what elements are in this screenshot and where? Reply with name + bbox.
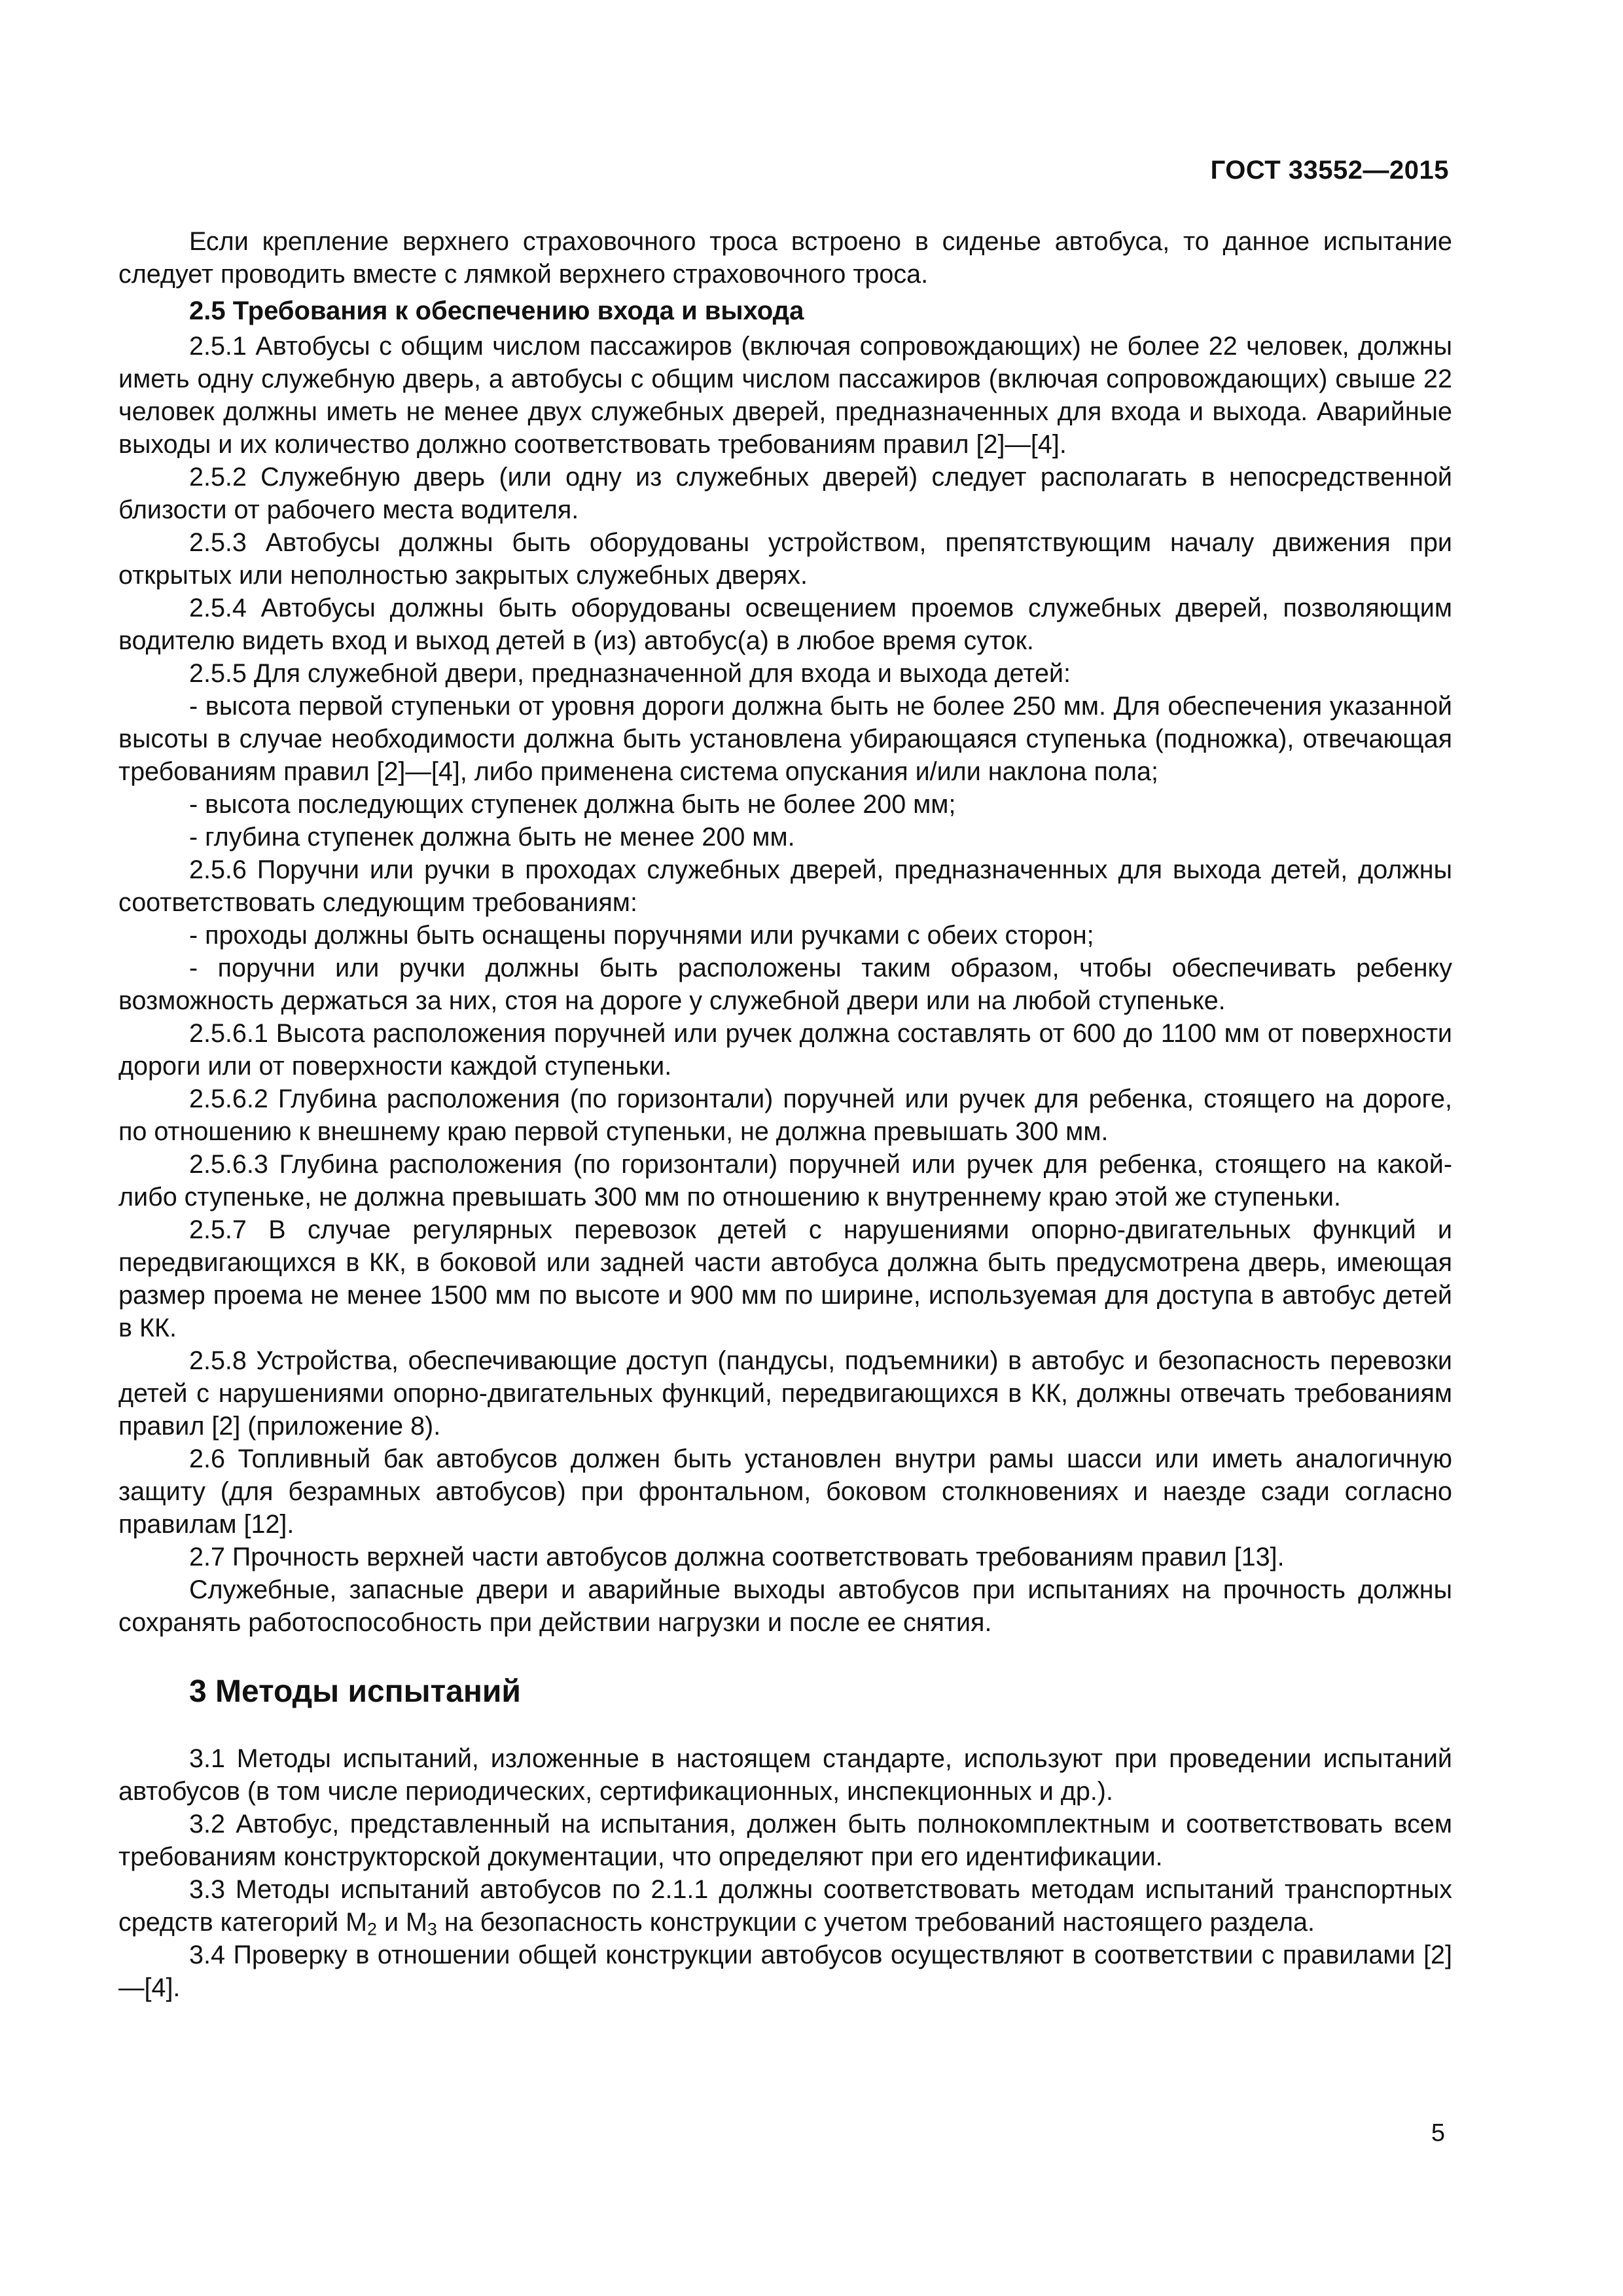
paragraph: 3.1 Методы испытаний, изложенные в настоящем стандарте, используют при проведении испытаний автобусов (в том числе периодических, сертификационных, инспекционных и др.).	[118, 1744, 1452, 1806]
text-run: 3.3 Методы испытаний автобусов по 2.1.1 должны соответствовать методам испытаний транспортных средств категорий М	[118, 1875, 1452, 1937]
page-number: 5	[1431, 2119, 1445, 2147]
paragraph: 2.5.6.2 Глубина расположения (по горизонтали) поручней или ручек для ребенка, стоящего на дороге, по отношению к внешнему краю первой ступеньки, не должна превышать 300 мм.	[118, 1085, 1452, 1146]
text-run: на безопасность конструкции с учетом требований настоящего раздела.	[437, 1908, 1315, 1937]
section-heading: 3 Методы испытаний	[189, 1674, 521, 1709]
paragraph: 2.5.6 Поручни или ручки в проходах служебных дверей, предназначенных для выхода детей, должны соответствовать следующим требованиям:	[118, 855, 1452, 917]
paragraph: 2.5.6.3 Глубина расположения (по горизонтали) поручней или ручек для ребенка, стоящего на какой-либо ступеньке, не должна превышать 300 мм по отношению к внутреннему краю этой же ступеньки.	[118, 1150, 1452, 1211]
paragraph-with-subscripts	[118, 1873, 1452, 1939]
paragraph: Служебные, запасные двери и аварийные выходы автобусов при испытаниях на прочность должны сохранять работоспособность при действии нагрузки и после ее снятия.	[118, 1575, 1452, 1637]
paragraph: 2.5.8 Устройства, обеспечивающие доступ (пандусы, подъемники) в автобус и безопасность перевозки детей с нарушениями опорно-двигательных функций, передвигающихся в КК, должны отвечать требованиям правил [2] (приложение 8).	[118, 1346, 1452, 1441]
list-item: - высота первой ступеньки от уровня дороги должна быть не более 250 мм. Для обеспечения указанной высоты в случае необходимости должна быть установлена убирающаяся ступенька (подножка), отвечающая требованиям правил [2]—[4], либо применена система опускания и/или наклона пола;	[118, 692, 1452, 786]
subscript: 3	[427, 1919, 437, 1939]
paragraph: 2.5.4 Автобусы должны быть оборудованы освещением проемов служебных дверей, позволяющим водителю видеть вход и выход детей в (из) автобус(а) в любое время суток.	[118, 594, 1452, 655]
paragraph: 2.5.5 Для служебной двери, предназначенной для входа и выхода детей:	[189, 659, 1071, 688]
paragraph: 2.5.3 Автобусы должны быть оборудованы устройством, препятствующим началу движения при открытых или неполностью закрытых служебных дверях.	[118, 528, 1452, 590]
paragraph: 3.2 Автобус, представленный на испытания, должен быть полнокомплектным и соответствовать всем требованиям конструкторской документации, что определяют при его идентификации.	[118, 1810, 1452, 1871]
list-item: - глубина ступенек должна быть не менее 200 мм.	[189, 823, 795, 852]
subscript: 2	[367, 1919, 377, 1939]
paragraph: 2.6 Топливный бак автобусов должен быть установлен внутри рамы шасси или иметь аналогичную защиту (для безрамных автобусов) при фронтальном, боковом столкновениях и наезде сзади согласно правилам [12].	[118, 1444, 1452, 1539]
paragraph: 2.5.1 Автобусы с общим числом пассажиров (включая сопровождающих) не более 22 человек, должны иметь одну служебную дверь, а автобусы с общим числом пассажиров (включая сопровождающих) свыше 22 человек должны иметь не менее двух служебных дверей, предназначенных для входа и выхода. Аварийные выходы и их количество должно соответствовать требованиям правил [2]—[4].	[118, 332, 1452, 459]
document-standard-number: ГОСТ 33552—2015	[1210, 156, 1449, 185]
list-item: - проходы должны быть оснащены поручнями или ручками с обеих сторон;	[189, 921, 1094, 950]
paragraph: Если крепление верхнего страховочного троса встроено в сиденье автобуса, то данное испытание следует проводить вместе с лямкой верхнего страховочного троса.	[118, 227, 1452, 289]
list-item: - высота последующих ступенек должна быть не более 200 мм;	[189, 790, 956, 819]
paragraph: 2.5.7 В случае регулярных перевозок детей с нарушениями опорно-двигательных функций и передвигающихся в КК, в боковой или задней части автобуса должна быть предусмотрена дверь, имеющая размер проема не менее 1500 мм по высоте и 900 мм по ширине, используемая для доступа в автобус детей в КК.	[118, 1215, 1452, 1342]
paragraph: 2.5.6.1 Высота расположения поручней или ручек должна составлять от 600 до 1100 мм от поверхности дороги или от поверхности каждой ступеньки.	[118, 1019, 1452, 1081]
text-run: и М	[376, 1908, 427, 1937]
subsection-heading: 2.5 Требования к обеспечению входа и выхода	[189, 296, 804, 325]
list-item: - поручни или ручки должны быть расположены таким образом, чтобы обеспечивать ребенку возможность держаться за них, стоя на дороге у служебной двери или на любой ступеньке.	[118, 954, 1452, 1015]
paragraph: 3.4 Проверку в отношении общей конструкции автобусов осуществляют в соответствии с правилами [2]—[4].	[118, 1941, 1452, 2002]
paragraph: 2.7 Прочность верхней части автобусов должна соответствовать требованиям правил [13].	[189, 1543, 1285, 1571]
document-body	[118, 225, 1452, 2004]
paragraph: 2.5.2 Служебную дверь (или одну из служебных дверей) следует располагать в непосредственной близости от рабочего места водителя.	[118, 463, 1452, 524]
